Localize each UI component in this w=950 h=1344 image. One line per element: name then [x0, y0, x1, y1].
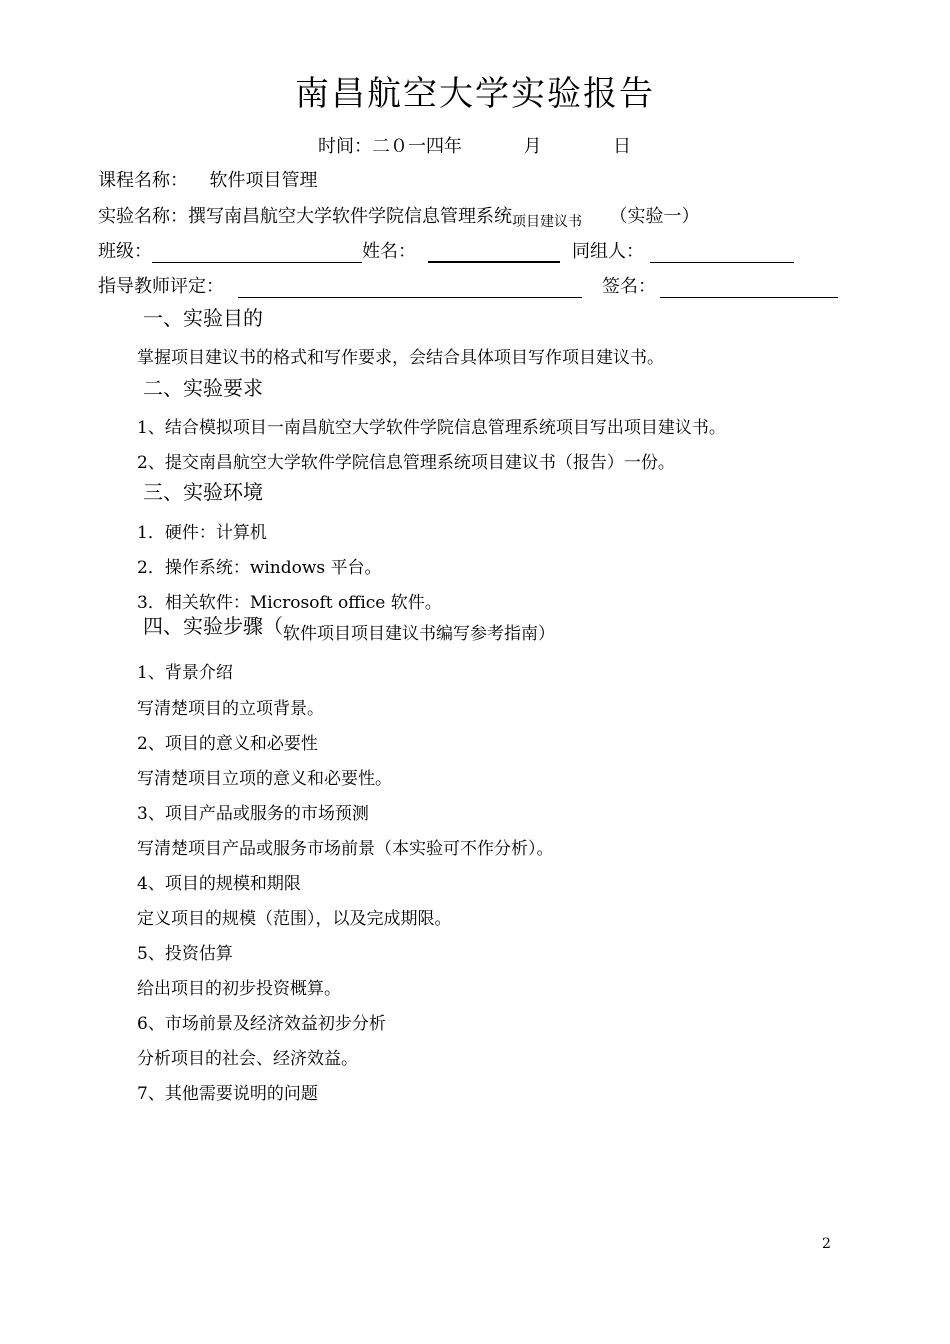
- experiment-suffix: 项目建议书: [512, 214, 582, 230]
- name-blank: [428, 241, 560, 263]
- step-2-text: 写清楚项目立项的意义和必要性。: [137, 769, 392, 789]
- section-4-title: 四、实验步骤（: [143, 614, 283, 638]
- step-6-text: 分析项目的社会、经济效益。: [137, 1049, 358, 1069]
- page-number: 2: [822, 1236, 831, 1252]
- section-2-item-2: 2、提交南昌航空大学软件学院信息管理系统项目建议书（报告）一份。: [137, 453, 675, 473]
- date-label: 时间：二０一四年: [318, 136, 462, 157]
- course-value: 软件项目管理: [209, 170, 318, 191]
- course-line: [98, 166, 317, 192]
- experiment-label: 实验名称：: [98, 206, 188, 227]
- section-3-item-2: 2．操作系统：windows 平台。: [137, 558, 382, 578]
- teacher-line: [98, 272, 838, 298]
- experiment-line: [98, 202, 699, 228]
- step-5-text: 给出项目的初步投资概算。: [137, 979, 341, 999]
- class-blank: [152, 242, 362, 263]
- partner-blank: [650, 242, 794, 263]
- section-2-item-1: 1、结合模拟项目一南昌航空大学软件学院信息管理系统项目写出项目建议书。: [137, 418, 726, 438]
- step-3-text: 写清楚项目产品或服务市场前景（本实验可不作分析）。: [137, 839, 554, 859]
- step-5-heading: 5、投资估算: [137, 944, 233, 964]
- section-3-item-1: 1．硬件：计算机: [137, 523, 267, 543]
- step-7-heading: 7、其他需要说明的问题: [137, 1084, 318, 1104]
- course-label: 课程名称：: [98, 170, 188, 191]
- experiment-number: （实验一）: [609, 206, 700, 227]
- day-label: 日: [612, 136, 631, 157]
- sign-blank: [660, 277, 838, 298]
- class-label: 班级：: [98, 241, 152, 262]
- page-title: 南昌航空大学实验报告: [295, 74, 655, 114]
- step-6-heading: 6、市场前景及经济效益初步分析: [137, 1014, 386, 1034]
- step-4-heading: 4、项目的规模和期限: [137, 874, 301, 894]
- section-1-text: 掌握项目建议书的格式和写作要求，会结合具体项目写作项目建议书。: [137, 348, 664, 368]
- name-label: 姓名：: [362, 241, 416, 262]
- partner-label: 同组人：: [572, 241, 644, 262]
- teacher-label: 指导教师评定：: [98, 276, 224, 297]
- section-2-title: 二、实验要求: [143, 376, 263, 400]
- teacher-blank: [238, 277, 582, 298]
- step-4-text: 定义项目的规模（范围），以及完成期限。: [137, 909, 452, 929]
- month-label: 月: [523, 136, 542, 157]
- experiment-value: 撰写南昌航空大学软件学院信息管理系统: [188, 206, 512, 227]
- date-line: [318, 132, 631, 158]
- section-3-title: 三、实验环境: [143, 480, 263, 504]
- step-2-heading: 2、项目的意义和必要性: [137, 734, 318, 754]
- sign-label: 签名：: [602, 276, 656, 297]
- section-3-item-3: 3．相关软件：Microsoft office 软件。: [137, 593, 442, 613]
- step-1-text: 写清楚项目的立项背景。: [137, 699, 324, 719]
- section-4-title-line: [143, 610, 555, 644]
- section-1-title: 一、实验目的: [143, 306, 263, 330]
- step-3-heading: 3、项目产品或服务的市场预测: [137, 804, 369, 824]
- class-line: [98, 237, 794, 263]
- step-1-heading: 1、背景介绍: [137, 663, 233, 683]
- section-4-subtitle: 软件项目项目建议书编写参考指南）: [283, 624, 555, 644]
